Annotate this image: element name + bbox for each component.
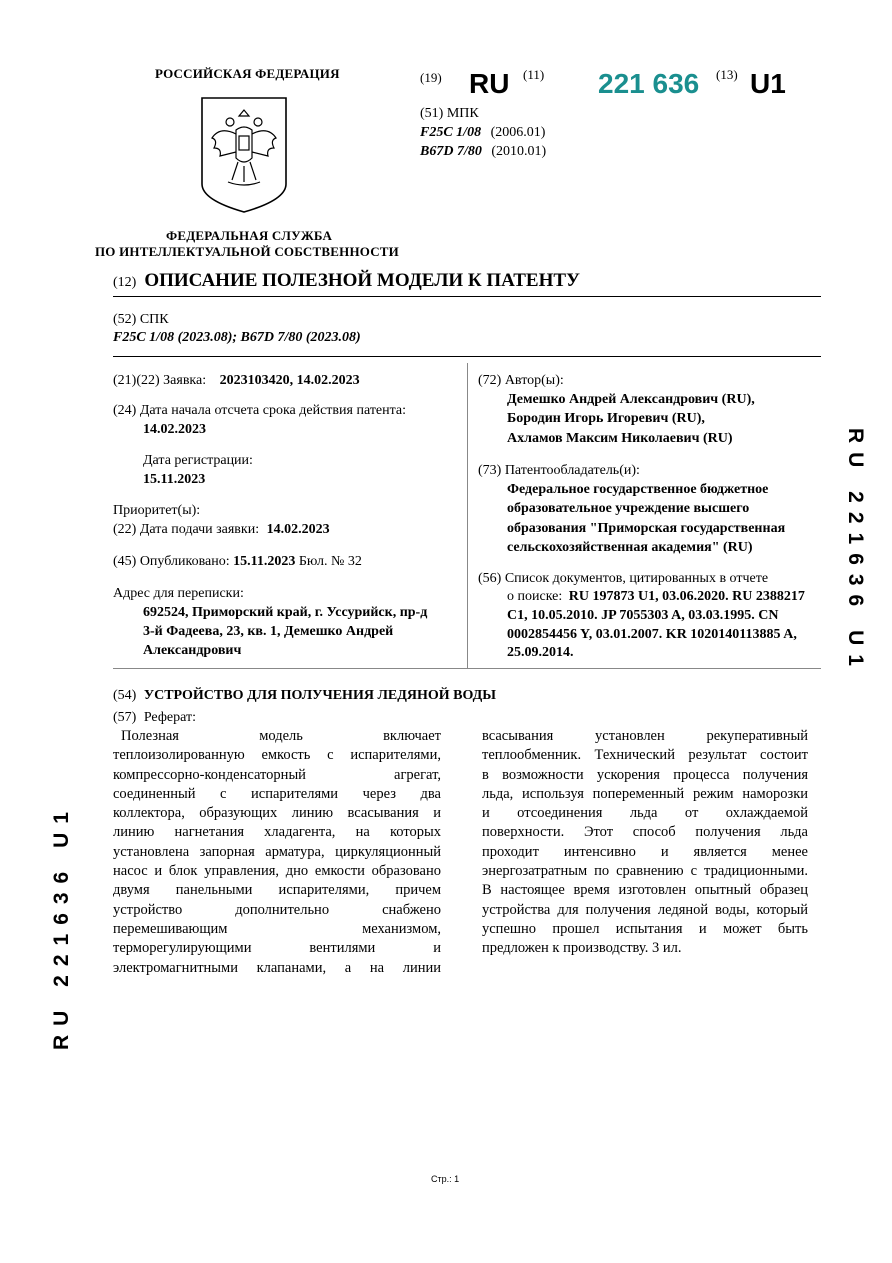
ipc-row-2 [420,142,546,162]
priority-label: Приоритет(ы): [113,503,201,518]
abstract-line: насос и блок управления, дно емкости образовано [113,863,441,880]
ipc-version: (2010.01) [491,144,547,159]
title-text: ОПИСАНИЕ ПОЛЕЗНОЙ МОДЕЛИ К ПАТЕНТУ [144,270,580,291]
author-name: Ахламов Максим Николаевич (RU) [507,431,733,446]
code-13: (13) [716,67,738,82]
agency-line2: ПО ИНТЕЛЛЕКТУАЛЬНОЙ СОБСТВЕННОСТИ [95,244,399,259]
invention-code: (54) [113,688,137,703]
registration-label: Дата регистрации: [143,453,253,468]
author-name: Демешко Андрей Александрович (RU), [507,392,755,407]
address-label: Адрес для переписки: [113,586,244,601]
owner-label: (73) Патентообладатель(и): [478,463,640,478]
spk-value: F25C 1/08 (2023.08); B67D 7/80 (2023.08) [113,330,361,345]
biblio-divider [113,668,821,669]
country-name: РОССИЙСКАЯ ФЕДЕРАЦИЯ [155,66,340,81]
abstract-line: соединенный с испарителями через два [113,785,441,802]
title-divider [113,296,821,297]
abstract-line: двумя панельными испарителями, причем [113,882,441,899]
application-row [113,371,360,391]
abstract-line: Полезная модель включает [121,728,441,744]
side-code-left: RU 221636 U1 [50,803,73,1050]
abstract-label: Реферат: [143,710,196,725]
published-row [113,552,362,572]
abstract-line: всасывания установлен рекуперативный [482,728,808,744]
abstract-line: теплоизолированную емкость с испарителями, [113,747,441,764]
address-line: 3-й Фадеева, 23, кв. 1, Демешко Андрей [143,624,394,639]
owner-line: Федеральное государственное бюджетное [507,482,769,497]
owner-line: сельскохозяйственная академия" (RU) [507,540,753,555]
mpk-label: МПК [446,106,479,121]
invention-title: УСТРОЙСТВО ДЛЯ ПОЛУЧЕНИЯ ЛЕДЯНОЙ ВОДЫ [143,688,497,703]
abstract-line: коллектора, образующих линию всасывания и [113,805,441,822]
published-value: 15.11.2023 [233,554,296,569]
mpk-code: (51) [420,106,444,121]
side-code-right: RU 221636 U1 [844,428,867,675]
abstract-line: устройства для получения ледяной воды, который [482,901,808,918]
term-value: 14.02.2023 [143,422,206,437]
spk-divider [113,356,821,357]
filing-value: 14.02.2023 [266,522,330,537]
code-19: (19) [420,70,442,85]
owner-line: образовательное учреждение высшего [507,501,750,516]
term-label: (24) Дата начала отсчета срока действия патента: [113,403,407,418]
abstract-line: энергозатратным по сравнению с традиционными. [482,863,808,880]
abstract-line: льда, используя попеременный режим наморозки [482,785,808,802]
mpk-heading [420,104,479,124]
abstract-line: поверхности. Этот способ получения льда [482,824,808,841]
abstract-column-1 [113,727,441,978]
ipc-version: (2006.01) [490,125,546,140]
ipc-class: B67D 7/80 [420,144,482,159]
filing-row [113,520,330,540]
abstract-heading [113,708,196,728]
application-value: 2023103420, 14.02.2023 [219,373,360,388]
owner-line: образования "Приморская государственная [507,521,786,536]
title-code: (12) [113,275,137,290]
abstract-line: установлена запорная арматура, циркуляционный [113,843,441,860]
cited-label: (56) Список документов, цитированных в отчете [478,571,769,586]
spk-code: (52) [113,312,137,327]
abstract-line: устройство дополнительно снабжено [113,901,441,918]
patent-number: 221 636 [598,68,700,99]
filing-label: (22) Дата подачи заявки: [113,522,260,537]
ipc-class: F25C 1/08 [420,125,482,140]
cited-doc: RU 197873 U1, 03.06.2020. RU 2388217 [568,589,805,604]
coat-of-arms-emblem [200,96,288,214]
cited-doc: 0002854456 Y, 03.01.2007. KR 1020140113885 A, [507,627,797,642]
abstract-code: (57) [113,710,137,725]
registration-value: 15.11.2023 [143,472,206,487]
ipc-row-1 [420,123,545,143]
abstract-column-2 [482,727,808,959]
kind-code: U1 [750,68,786,99]
code-11: (11) [523,67,545,82]
abstract-line: терморегулирующими вентилями и [113,940,441,957]
address-line: Александрович [143,643,242,658]
abstract-line: теплообменник. Технический результат состоит [482,747,808,764]
abstract-line: и отсоединения льда от охлаждаемой [482,805,808,822]
page-number: Стр.: 1 [431,1174,460,1184]
cited-doc: 25.09.2014. [507,645,574,660]
bulletin: Бюл. № 32 [298,554,362,569]
agency-line1: ФЕДЕРАЛЬНАЯ СЛУЖБА [166,228,333,243]
abstract-line: проходит интенсивно и является менее [482,843,808,860]
abstract-line: успешно прошел испытания и может быть [482,920,808,937]
abstract-line: в возможности ускорения процесса получения [482,766,808,783]
abstract-line: электромагнитными клапанами, а на линии [113,959,441,976]
application-label: (21)(22) Заявка: [113,373,207,388]
spk-heading [113,310,169,330]
published-label: (45) Опубликовано: [113,554,230,569]
abstract-line: В настоящее время изготовлен опытный образец [482,882,808,899]
cited-doc: C1, 10.05.2010. JP 7055303 A, 03.03.1995. CN [507,608,779,623]
abstract-line: предложен к производству. 3 ил. [482,940,682,957]
spk-label: СПК [139,312,169,327]
abstract-line: компрессорно-конденсаторный агрегат, [113,766,441,783]
invention-title-row [113,686,496,706]
abstract-line: перемешивающим механизмом, [113,920,441,937]
cited-first-line: о поиске: RU 197873 U1, 03.06.2020. RU 2388217 [507,589,805,604]
column-divider [467,363,468,668]
abstract-line: линию нагнетания хладагента, на которых [113,824,441,841]
author-name: Бородин Игорь Игоревич (RU), [507,411,705,426]
authors-label: (72) Автор(ы): [478,373,564,388]
address-line: 692524, Приморский край, г. Уссурийск, пр-д [143,605,428,620]
country-code: RU [469,68,510,99]
document-title [113,270,580,292]
